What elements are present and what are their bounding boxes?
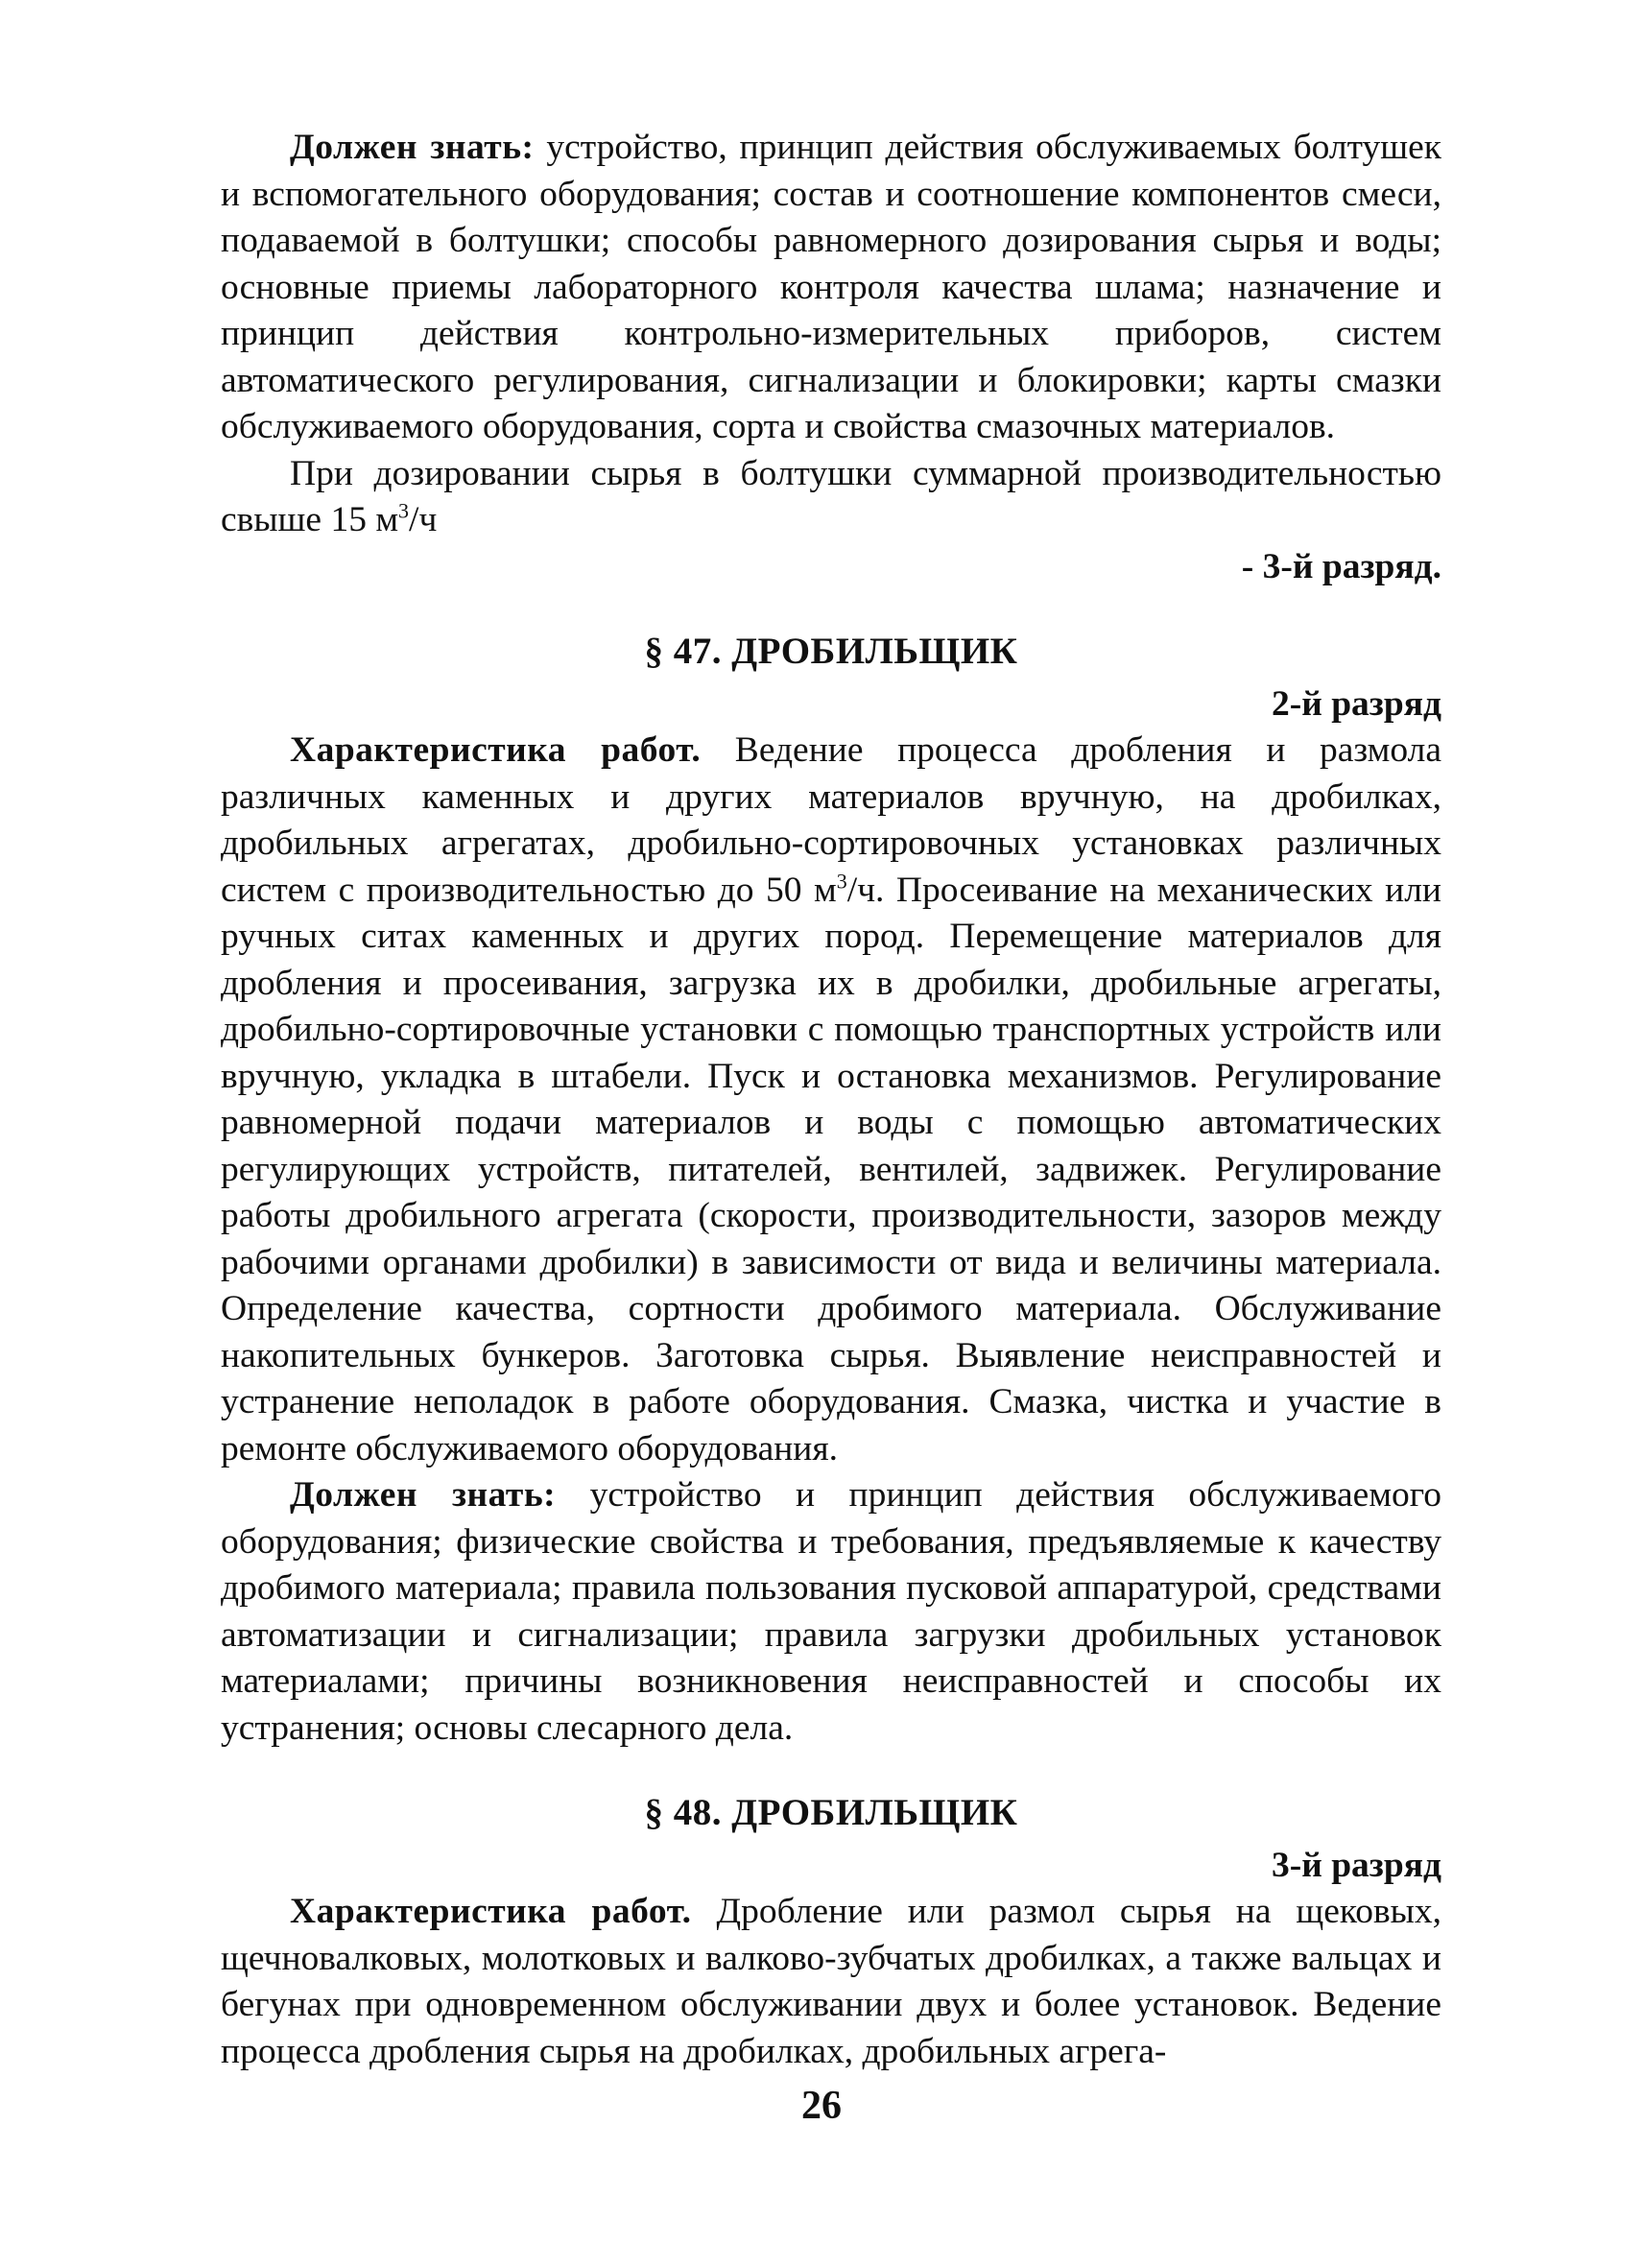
must-know-lead: Должен знать: <box>290 128 535 167</box>
must-know-text: устройство и принцип действия обслуживаемого оборудования; физические свойства и требования, предъявляемые к качеству дробимого материала; правила пользования пусковой аппаратурой, средствами автоматизации и сигнализации; правила загрузки дробильных установок материалами; причины возникновения неисправностей и способы их устранения; основы слесарного дела. <box>221 1475 1441 1748</box>
characteristics-text: Дробление или размол сырья на щековых, щечновалковых, молотковых и валково-зубчатых дробилках, а также вальцах и бегунах при одновременном обслуживании двух и более установок. Ведение процесса дробления сырья на дробилках, дробильных агрега- <box>221 1892 1442 2071</box>
section-47-title: § 47. ДРОБИЛЬЩИК <box>644 631 1018 672</box>
must-know-lead: Должен знать: <box>290 1475 557 1515</box>
characteristics-text-b: /ч. Просеивание на механических или ручных ситах каменных и других пород. Перемещение материалов для дробления и просеивания, загрузка их в дробилки, дробильные агрегаты, дробильно-сортировочные установки с помощью транспортных устройств или вручную, укладка в штабели. Пуск и остановка механизмов. Регулирование равномерной подачи материалов и воды с помощью автоматических регулирующих устройств, питателей, вентилей, задвижек. Регулирование работы дробильного агрегата (скорости, производительности, зазоров между рабочими органами дробилки) в зависимости от вида и величины материала. Определение качества, сортности дробимого материала. Обслуживание накопительных бункеров. Заготовка сырья. Выявление неисправностей и устранение неполадок в работе оборудования. Смазка, чистка и участие в ремонте обслуживаемого оборудования. <box>221 870 1441 1468</box>
page-number: 26 <box>801 2084 842 2128</box>
dosing-rank-line <box>221 544 1441 591</box>
characteristics-lead: Характеристика работ. <box>290 1892 692 1931</box>
document-page <box>221 125 1441 2075</box>
characteristics-text-a: Ведение процесса дробления и размола различных каменных и других материалов вручную, на дробилках, дробильных агрегатах, дробильно-сортировочных установках различных систем с производительностью до 50 м <box>221 730 1441 910</box>
dosing-superscript: 3 <box>398 498 410 523</box>
section-48-grade: 3-й разряд <box>1271 1845 1441 1885</box>
must-know-paragraph <box>221 125 1441 451</box>
dosing-text: При дозировании сырья в болтушки суммарной производительностью свыше 15 м <box>221 453 1441 539</box>
dosing-unit: /ч <box>409 500 438 539</box>
dosing-paragraph <box>221 451 1441 544</box>
section-48-title: § 48. ДРОБИЛЬЩИК <box>644 1792 1018 1833</box>
must-know-text: устройство, принцип действия обслуживаемых болтушек и вспомогательного оборудования; состав и соотношение компонентов смеси, подаваемой в болтушки; способы равномерного дозирования сырья и воды; основные приемы лабораторного контроля качества шлама; назначение и принцип действия контрольно-измерительных приборов, систем автоматического регулирования, сигнализации и блокировки; карты смазки обслуживаемого оборудования, сорта и свойства смазочных материалов. <box>221 128 1441 446</box>
dosing-rank: - 3-й разряд. <box>1241 546 1441 586</box>
section-47-grade: 2-й разряд <box>1271 683 1441 724</box>
characteristics-superscript: 3 <box>836 869 847 893</box>
section-48-characteristics <box>221 1889 1441 2075</box>
characteristics-lead: Характеристика работ. <box>290 730 702 770</box>
section-47-characteristics <box>221 728 1441 1472</box>
section-47-must-know <box>221 1472 1441 1752</box>
